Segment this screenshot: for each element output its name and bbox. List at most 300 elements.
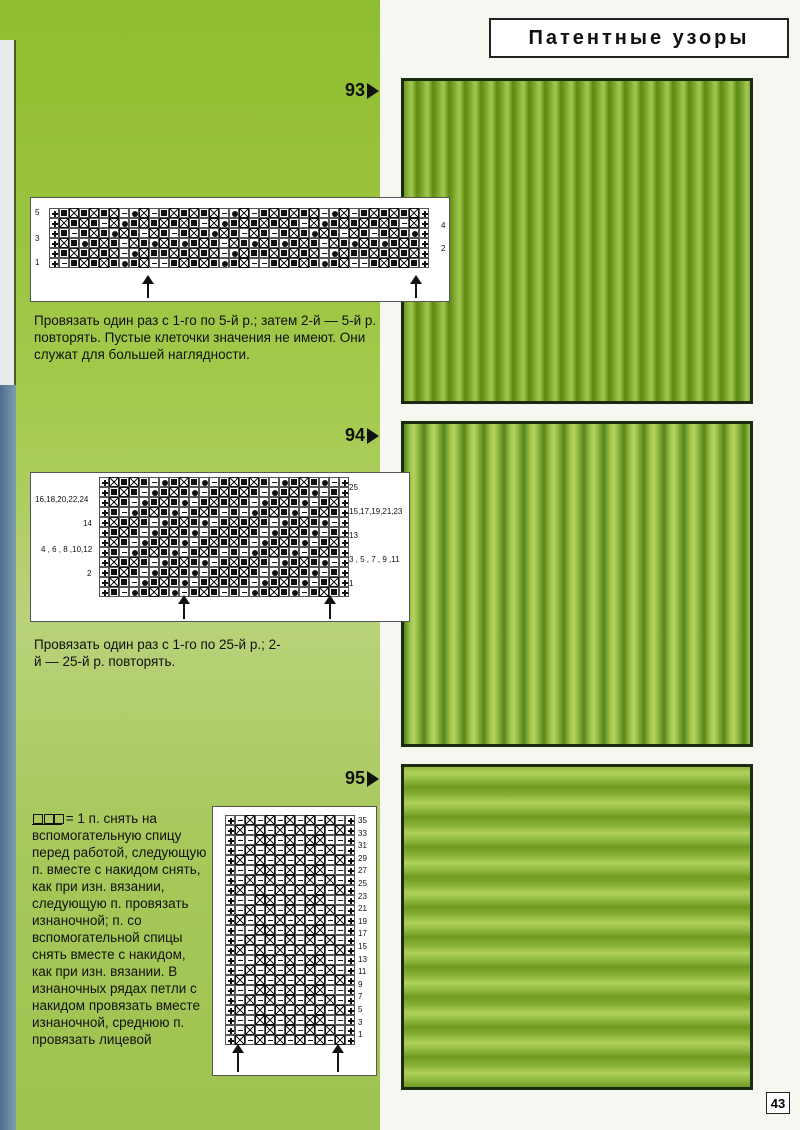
chart-cell	[109, 228, 119, 238]
chart-cell	[389, 258, 399, 268]
chart-cell	[259, 567, 269, 577]
chart-cell	[285, 995, 295, 1005]
chart-cell	[275, 1035, 285, 1045]
chart-cell	[245, 905, 255, 915]
chart-cell	[335, 945, 345, 955]
chart-cell	[139, 507, 149, 517]
chart-cell	[225, 825, 235, 835]
chart-cell	[169, 557, 179, 567]
row-label: 13	[349, 531, 358, 540]
chart-cell	[69, 238, 79, 248]
chart-cell	[259, 477, 269, 487]
chart-cell	[275, 925, 285, 935]
chart-cell	[129, 587, 139, 597]
chart-cell	[239, 577, 249, 587]
chart-cell	[345, 1035, 355, 1045]
chart-cell	[235, 935, 245, 945]
chart-cell	[179, 208, 189, 218]
chart-cell	[219, 477, 229, 487]
chart-cell	[319, 238, 329, 248]
chart-cell	[285, 965, 295, 975]
chart-cell	[119, 477, 129, 487]
chart-cell	[279, 517, 289, 527]
chart-cell	[179, 218, 189, 228]
chart-cell	[315, 1025, 325, 1035]
chart-cell	[275, 855, 285, 865]
chart-cell	[179, 248, 189, 258]
chart-cell	[305, 945, 315, 955]
chart-cell	[235, 1025, 245, 1035]
chart-cell	[225, 1005, 235, 1015]
chart-cell	[129, 258, 139, 268]
chart-cell	[255, 845, 265, 855]
chart-cell	[199, 587, 209, 597]
chart-cell	[209, 258, 219, 268]
chart-cell	[255, 925, 265, 935]
chart-cell	[265, 985, 275, 995]
chart-cell	[189, 218, 199, 228]
chart-cell	[139, 208, 149, 218]
chart-cell	[119, 527, 129, 537]
chart-cell	[179, 547, 189, 557]
chart-cell	[245, 935, 255, 945]
chart-cell	[339, 517, 349, 527]
chart-cell	[109, 218, 119, 228]
chart-cell	[255, 875, 265, 885]
chart-cell	[169, 567, 179, 577]
chart-cell	[109, 517, 119, 527]
chart-cell	[325, 915, 335, 925]
chart-cell	[119, 547, 129, 557]
chart-cell	[255, 915, 265, 925]
chart-cell	[285, 905, 295, 915]
chart-cell	[139, 567, 149, 577]
chart-cell	[245, 845, 255, 855]
chart-cell	[209, 507, 219, 517]
chart-cell	[199, 507, 209, 517]
chart-cell	[285, 1005, 295, 1015]
chart-cell	[419, 218, 429, 228]
chart-cell	[139, 517, 149, 527]
row-label: 4 , 6 , 8 ,10,12	[41, 545, 93, 554]
chart-cell	[295, 895, 305, 905]
chart-cell	[295, 945, 305, 955]
chart-cell	[239, 477, 249, 487]
chart-cell	[295, 1035, 305, 1045]
chart-cell	[369, 218, 379, 228]
chart-cell	[255, 1025, 265, 1035]
chart-cell	[319, 218, 329, 228]
chart-cell	[169, 218, 179, 228]
chart-cell	[169, 527, 179, 537]
chart-cell	[265, 905, 275, 915]
chart-cell	[345, 845, 355, 855]
chart-cell	[265, 875, 275, 885]
chart-cell	[309, 507, 319, 517]
chart-cell	[189, 477, 199, 487]
chart-cell	[269, 507, 279, 517]
chart-cell	[199, 537, 209, 547]
chart-cell	[59, 238, 69, 248]
chart-cell	[359, 218, 369, 228]
chart-cell	[325, 895, 335, 905]
chart-cell	[275, 865, 285, 875]
chart-cell	[275, 915, 285, 925]
chart-cell	[255, 1035, 265, 1045]
chart-cell	[275, 1005, 285, 1015]
chart-cell	[319, 577, 329, 587]
chart-cell	[149, 218, 159, 228]
chart-cell	[359, 238, 369, 248]
chart-cell	[335, 1025, 345, 1035]
chart-cell	[285, 885, 295, 895]
row-label: 25	[349, 483, 358, 492]
pattern-number-label: 95	[345, 768, 366, 788]
chart-cell	[245, 885, 255, 895]
chart-cell	[99, 238, 109, 248]
row-label: 4	[441, 221, 446, 230]
chart-cell	[339, 238, 349, 248]
chart-cell	[345, 995, 355, 1005]
chart-cell	[239, 238, 249, 248]
chart-cell	[219, 517, 229, 527]
chart-cell	[255, 905, 265, 915]
chart-cell	[179, 258, 189, 268]
chart-cell	[209, 537, 219, 547]
chart-cell	[225, 995, 235, 1005]
chart-cell	[329, 218, 339, 228]
chart-cell	[329, 477, 339, 487]
chart-cell	[99, 547, 109, 557]
chart-cell	[229, 258, 239, 268]
chart-cell	[269, 477, 279, 487]
chart-cell	[149, 587, 159, 597]
chart-cell	[199, 258, 209, 268]
chart-cell	[279, 258, 289, 268]
row-label: 7	[358, 992, 363, 1002]
chart-cell	[325, 985, 335, 995]
chart-cell	[265, 1025, 275, 1035]
chart-cell	[119, 517, 129, 527]
chart-cell	[69, 218, 79, 228]
chart-cell	[139, 527, 149, 537]
chart-cell	[139, 497, 149, 507]
chart-cell	[285, 855, 295, 865]
chart-cell	[265, 825, 275, 835]
chart-cell	[249, 567, 259, 577]
chart-cell	[159, 517, 169, 527]
chart-cell	[315, 855, 325, 865]
pattern-93-description: Провязать один раз с 1-го по 5-й р.; затем 2-й — 5-й р. повторять. Пустые клеточки значения не имеют. Они служат для большей наглядности.	[34, 313, 377, 362]
chart-cell	[139, 487, 149, 497]
chart-cell	[225, 845, 235, 855]
triangle-icon	[367, 771, 379, 787]
chart-cell	[169, 517, 179, 527]
chart-cell	[99, 208, 109, 218]
chart-cell	[345, 965, 355, 975]
chart-cell	[89, 218, 99, 228]
chart-cell	[249, 557, 259, 567]
chart-cell	[399, 248, 409, 258]
chart-cell	[275, 815, 285, 825]
chart-cell	[99, 577, 109, 587]
chart-cell	[245, 915, 255, 925]
row-label: 11	[358, 967, 367, 977]
chart-cell	[149, 208, 159, 218]
left-tab	[0, 40, 16, 385]
chart-cell	[139, 228, 149, 238]
chart-cell	[259, 547, 269, 557]
chart-cell	[209, 517, 219, 527]
chart-cell	[265, 835, 275, 845]
chart-cell	[299, 507, 309, 517]
chart-cell	[305, 1035, 315, 1045]
chart-cell	[335, 835, 345, 845]
chart-cell	[269, 517, 279, 527]
chart-cell	[189, 497, 199, 507]
chart-cell	[265, 935, 275, 945]
chart-cell	[225, 905, 235, 915]
chart-cell	[179, 487, 189, 497]
chart-cell	[289, 507, 299, 517]
chart-cell	[245, 945, 255, 955]
chart-cell	[119, 587, 129, 597]
chart-cell	[265, 1005, 275, 1015]
chart-cell	[315, 915, 325, 925]
chart-cell	[419, 258, 429, 268]
chart-cell	[59, 258, 69, 268]
chart-cell	[315, 835, 325, 845]
chart-cell	[269, 208, 279, 218]
chart-cell	[389, 228, 399, 238]
row-label: 1	[35, 258, 40, 267]
chart-cell	[119, 537, 129, 547]
chart-cell	[109, 497, 119, 507]
chart-cell	[285, 875, 295, 885]
chart-cell	[149, 517, 159, 527]
arrow-up-icon	[183, 603, 185, 619]
chart-cell	[189, 567, 199, 577]
chart-cell	[339, 507, 349, 517]
chart-cell	[89, 208, 99, 218]
chart-cell	[275, 975, 285, 985]
chart-cell	[179, 228, 189, 238]
chart-cell	[389, 248, 399, 258]
chart-cell	[279, 208, 289, 218]
chart-cell	[79, 248, 89, 258]
chart-cell	[265, 865, 275, 875]
chart-cell	[279, 238, 289, 248]
chart-cell	[189, 537, 199, 547]
chart-cell	[339, 218, 349, 228]
chart-cell	[419, 238, 429, 248]
chart-cell	[295, 835, 305, 845]
chart-cell	[149, 567, 159, 577]
chart-cell	[149, 248, 159, 258]
chart-cell	[269, 258, 279, 268]
chart-cell	[409, 258, 419, 268]
chart-cell	[255, 985, 265, 995]
chart-cell	[139, 477, 149, 487]
chart-cell	[249, 228, 259, 238]
chart-cell	[279, 218, 289, 228]
chart-cell	[89, 258, 99, 268]
chart-cell	[129, 218, 139, 228]
chart-cell	[199, 527, 209, 537]
chart-cell	[279, 557, 289, 567]
chart-cell	[269, 547, 279, 557]
chart-cell	[209, 497, 219, 507]
chart-cell	[109, 477, 119, 487]
chart-cell	[49, 208, 59, 218]
chart-cell	[345, 945, 355, 955]
chart-cell	[219, 567, 229, 577]
chart-cell	[219, 258, 229, 268]
chart-cell	[299, 587, 309, 597]
chart-cell	[219, 218, 229, 228]
chart-cell	[305, 915, 315, 925]
chart-cell	[169, 507, 179, 517]
chart-cell	[299, 537, 309, 547]
chart-cell	[335, 935, 345, 945]
chart-cell	[199, 218, 209, 228]
chart-cell	[149, 477, 159, 487]
chart-cell	[329, 537, 339, 547]
chart-cell	[159, 487, 169, 497]
chart-cell	[249, 577, 259, 587]
chart-cell	[319, 547, 329, 557]
chart-cell	[219, 547, 229, 557]
chart-cell	[359, 248, 369, 258]
chart-cell	[309, 567, 319, 577]
chart-cell	[295, 825, 305, 835]
chart-cell	[309, 228, 319, 238]
chart-cell	[209, 218, 219, 228]
chart-cell	[295, 845, 305, 855]
chart-cell	[179, 577, 189, 587]
chart-cell	[325, 885, 335, 895]
chart-cell	[325, 825, 335, 835]
chart-cell	[225, 1025, 235, 1035]
chart-cell	[309, 587, 319, 597]
chart-grid-93	[49, 208, 429, 268]
row-label: 5	[35, 208, 40, 217]
chart-cell	[345, 885, 355, 895]
chart-cell	[245, 835, 255, 845]
chart-cell	[315, 965, 325, 975]
chart-cell	[295, 855, 305, 865]
chart-cell	[275, 895, 285, 905]
chart-cell	[345, 895, 355, 905]
chart-cell	[159, 537, 169, 547]
chart-cell	[299, 238, 309, 248]
chart-cell	[169, 577, 179, 587]
chart-cell	[329, 238, 339, 248]
chart-95	[212, 806, 377, 1076]
chart-cell	[279, 507, 289, 517]
chart-cell	[345, 825, 355, 835]
arrow-up-icon	[237, 1052, 239, 1072]
chart-cell	[295, 915, 305, 925]
chart-cell	[149, 577, 159, 587]
chart-cell	[169, 208, 179, 218]
chart-cell	[189, 557, 199, 567]
chart-cell	[209, 577, 219, 587]
row-label: 31	[358, 841, 367, 851]
chart-cell	[229, 477, 239, 487]
chart-grid-95	[225, 815, 355, 1045]
chart-cell	[259, 487, 269, 497]
chart-cell	[305, 875, 315, 885]
chart-cell	[309, 527, 319, 537]
chart-cell	[189, 487, 199, 497]
chart-cell	[309, 248, 319, 258]
chart-cell	[325, 935, 335, 945]
chart-cell	[245, 925, 255, 935]
chart-cell	[239, 587, 249, 597]
chart-cell	[339, 577, 349, 587]
chart-cell	[109, 527, 119, 537]
chart-cell	[235, 915, 245, 925]
chart-cell	[159, 507, 169, 517]
chart-cell	[265, 1015, 275, 1025]
chart-cell	[189, 507, 199, 517]
chart-cell	[325, 925, 335, 935]
chart-cell	[299, 547, 309, 557]
chart-cell	[319, 477, 329, 487]
chart-cell	[225, 915, 235, 925]
chart-cell	[339, 258, 349, 268]
chart-cell	[359, 228, 369, 238]
chart-cell	[285, 835, 295, 845]
row-label: 5	[358, 1005, 363, 1014]
chart-cell	[335, 845, 345, 855]
chart-cell	[275, 875, 285, 885]
chart-cell	[285, 825, 295, 835]
chart-cell	[339, 537, 349, 547]
chart-cell	[335, 985, 345, 995]
chart-cell	[315, 925, 325, 935]
pattern-94-description: Провязать один раз с 1-го по 25-й р.; 2-й — 25-й р. повторять.	[34, 637, 281, 669]
chart-cell	[329, 557, 339, 567]
triangle-icon	[367, 428, 379, 444]
chart-cell	[109, 567, 119, 577]
chart-cell	[345, 1005, 355, 1015]
chart-cell	[249, 527, 259, 537]
chart-cell	[235, 925, 245, 935]
chart-cell	[109, 587, 119, 597]
chart-cell	[99, 507, 109, 517]
chart-cell	[285, 925, 295, 935]
chart-cell	[319, 567, 329, 577]
chart-cell	[159, 238, 169, 248]
chart-cell	[255, 885, 265, 895]
chart-cell	[345, 1015, 355, 1025]
chart-cell	[235, 975, 245, 985]
chart-cell	[285, 915, 295, 925]
chart-cell	[295, 905, 305, 915]
chart-cell	[255, 865, 265, 875]
chart-cell	[129, 517, 139, 527]
chart-cell	[345, 935, 355, 945]
chart-cell	[349, 208, 359, 218]
chart-cell	[129, 527, 139, 537]
chart-cell	[369, 208, 379, 218]
chart-cell	[225, 975, 235, 985]
chart-cell	[89, 228, 99, 238]
chart-cell	[255, 1015, 265, 1025]
row-label: 1	[349, 579, 354, 588]
